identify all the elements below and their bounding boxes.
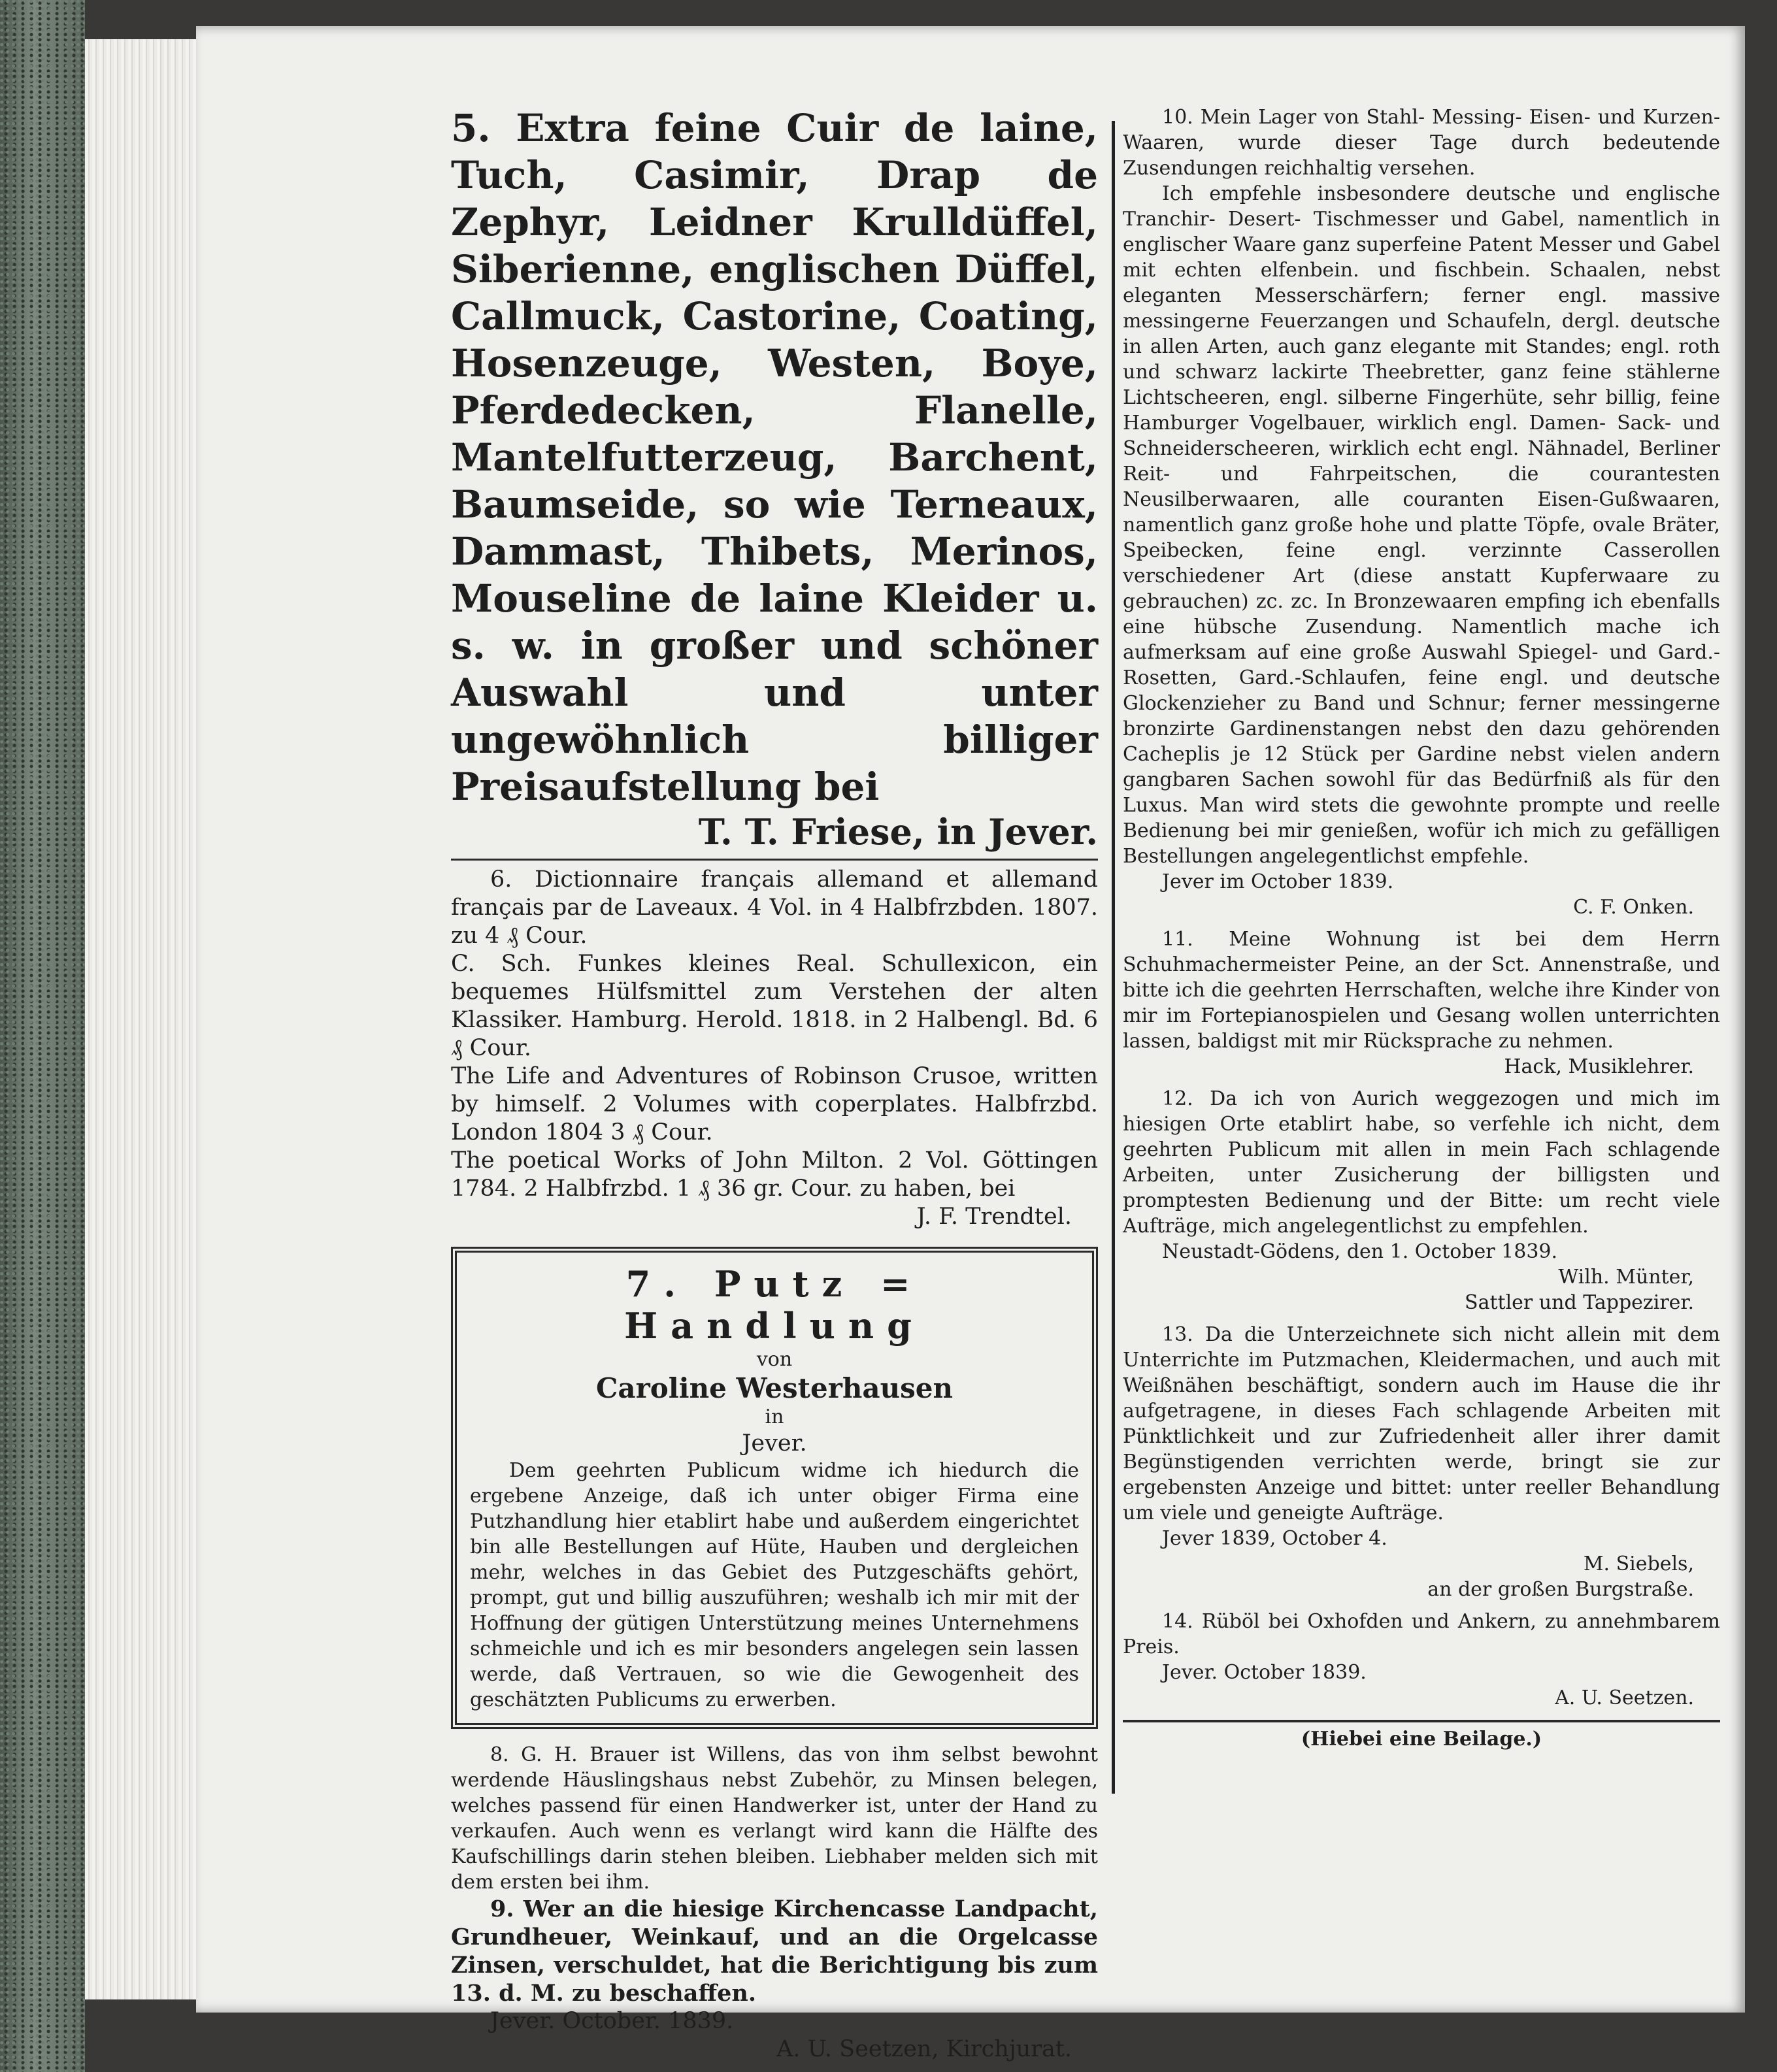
ad-13-date: Jever 1839, October 4.: [1162, 1527, 1387, 1550]
ad-12-signature-2: Sattler und Tappezirer.: [1465, 1291, 1694, 1314]
footer-note: (Hiebei eine Beilage.): [1301, 1728, 1542, 1751]
ad-5-text: 5. Extra feine Cuir de laine, Tuch, Casimir, Drap de Zephyr, Leidner Krulldüffel, Siberienne, englischen Düffel, Callmuck, Castorine, Coating, Hosenzeuge, Westen, Boye, Pferdedecken, Flanelle, Mantelfutterzeug, Barchent, Baumseide, so wie Terneaux, Dammast, Thibets, Merinos, Mouseline de laine Kleider u. s. w. in großer und schöner Auswahl und unter ungewöhnlich billiger Preisaufstellung bei: [451, 106, 1098, 809]
ad-13-signature-2: an der großen Burgstraße.: [1427, 1578, 1694, 1601]
ad-10-p2: Ich empfehle insbesondere deutsche und englische Tranchir- Desert- Tischmesser und Gabel, namentlich in englischer Waare ganz superfeine Patent Messer und Gabel mit echten elfenbein. und fischbein. Schaalen, nebst eleganten Messerschärfern; ferner engl. massive messingerne Feuerzangen und Schaufeln, dergl. deutsche in allen Arten, auch ganz elegante mit Standes; engl. roth und schwarz lackirte Theebretter, ganz feine stählerne Lichtscheeren, engl. silberne Fingerhüte, sehr billig, feine Hamburger Vogelbauer, wirklich engl. Damen- Sack- und Schneiderscheeren, wirklich echt engl. Nähnadel, Berliner Reit- und Fahrpeitschen, die courantesten Neusilberwaaren, alle couranten Eisen-Gußwaaren, namentlich ganz große hohe und platte Töpfe, ovale Bräter, Speibecken, feine engl. verzinnte Casserollen verschiedener Art (diese anstatt Kupferwaare zu gebrauchen) zc. zc. In Bronzewaaren empfing ich ebenfalls eine hübsche Zusendung. Namentlich mache ich aufmerksam auf eine große Auswahl Spiegel- und Gard.-Rosetten, Gard.-Schlaufen, feine engl. und deutsche Glockenzieher zu Band und Schnur; ferner messingerne bronzirte Gardinenstangen nebst den dazu gehörenden Cacheplis je 12 Stück per Gardine nebst vielen andern gangbaren Sachen sowohl für das Bedürfniß als für den Luxus. Man wird stets die gewohnte prompte und reelle Bedienung bei mir genießen, wofür ich mich zu gefälligen Bestellungen angelegentlichst empfehle.: [1123, 182, 1720, 868]
ad-6-line-2: C. Sch. Funkes kleines Real. Schullexicon, ein bequemes Hülfsmittel zum Verstehen der alten Klassiker. Hamburg. Herold. 1818. in 2 Halbengl. Bd. 6 ₰ Cour.: [451, 951, 1098, 1061]
rule: [451, 859, 1098, 861]
ad-9-text: 9. Wer an die hiesige Kirchencasse Landpacht, Grundheuer, Weinkauf, und an die Orgelcasse Zinsen, verschuldet, hat die Berichtigung bis zum 13. d. M. zu beschaffen.: [451, 1896, 1098, 2007]
ad-14-text: 14. Rüböl bei Oxhofden und Ankern, zu annehmbarem Preis.: [1123, 1610, 1720, 1658]
ad-9-date: Jever. October. 1839.: [490, 2008, 734, 2034]
ad-6-signature: J. F. Trendtel.: [916, 1204, 1072, 1230]
left-column: [451, 105, 1098, 2064]
ad-12-date: Neustadt-Gödens, den 1. October 1839.: [1162, 1240, 1558, 1263]
right-column: [1123, 105, 1720, 1752]
ad-14-date: Jever. October 1839.: [1162, 1661, 1367, 1684]
ad-13-text: 13. Da die Unterzeichnete sich nicht allein mit dem Unterrichte im Putzmachen, Kleidermachen, und auch mit Weißnähen beschäftigt, sondern auch im Hause die ihr aufgetragene, in dieses Fach schlagende Arbeiten mit Pünktlichkeit und zur Zufriedenheit aller ihrer damit Begünstigenden verrichten werde, bringt sie zur ergebensten Anzeige und bittet: unter reeller Behandlung um viele und geneigte Aufträge.: [1123, 1323, 1720, 1524]
ad-7-von: von: [756, 1348, 793, 1371]
ad-7-in: in: [765, 1406, 784, 1428]
ad-12-text: 12. Da ich von Aurich weggezogen und mich im hiesigen Orte etablirt habe, so verfehle ich nicht, dem geehrten Publicum mit allen in mein Fach schlagende Arbeiten, unter Zusicherung der billigsten und promptesten Bedienung und der Bitte: um recht viele Aufträge, mich angelegentlichst zu empfehlen.: [1123, 1087, 1720, 1238]
ad-11-text: 11. Meine Wohnung ist bei dem Herrn Schuhmachermeister Peine, an der Sct. Annenstraße, und bitte ich die geehrten Herrschaften, welche ihre Kinder von mir im Fortepianospielen und Gesang wollen unterrichten lassen, baldigst mit mir Rücksprache zu nehmen.: [1123, 928, 1720, 1053]
ad-11-signature: Hack, Musiklehrer.: [1504, 1055, 1694, 1078]
ad-9-signature: A. U. Seetzen, Kirchjurat.: [776, 2036, 1072, 2062]
ad-10-date: Jever im October 1839.: [1162, 870, 1394, 893]
ad-13-signature-1: M. Siebels,: [1583, 1553, 1694, 1575]
ad-12-signature-1: Wilh. Münter,: [1558, 1266, 1694, 1289]
ad-5-signature: T. T. Friese, in Jever.: [698, 811, 1098, 853]
book-binding: [0, 0, 85, 2072]
ad-7-name: Caroline Westerhausen: [595, 1372, 954, 1404]
ad-6-line-1: 6. Dictionnaire français allemand et allemand français par de Laveaux. 4 Vol. in 4 Halbfrzbden. 1807. zu 4 ₰ Cour.: [451, 866, 1098, 949]
ad-7-box: [451, 1247, 1098, 1729]
ad-8-text: 8. G. H. Brauer ist Willens, das von ihm selbst bewohnt werdende Häuslingshaus nebst Zubehör, zu Minsen belegen, welches passend für einen Handwerker ist, unter der Hand zu verkaufen. Auch wenn es verlangt wird kann die Hälfte des Kaufschillings darin stehen bleiben. Liebhaber melden sich mit dem ersten bei ihm.: [451, 1743, 1098, 1894]
bottom-rule: [1123, 1720, 1720, 1722]
ad-10-p1: 10. Mein Lager von Stahl- Messing- Eisen- und Kurzen-Waaren, wurde dieser Tage durch bedeutende Zusendungen reichhaltig versehen.: [1123, 106, 1720, 180]
ad-10-signature: C. F. Onken.: [1573, 896, 1694, 919]
ad-7-body: Dem geehrten Publicum widme ich hiedurch die ergebene Anzeige, daß ich unter obiger Firma eine Putzhandlung hier etablirt habe und außerdem eingerichtet bin alle Bestellungen auf Hüte, Hauben und dergleichen mehr, welches in das Gebiet des Putzgeschäfts gehört, prompt, gut und billig auszuführen; weshalb ich mir mit der Hoffnung der gütigen Unterstützung meines Unternehmens schmeichle und ich es mir besonders angelegen sein lassen werde, daß Vertrauen, so wie die Gewogenheit des geschätzten Publicums zu erwerben.: [470, 1459, 1079, 1711]
ad-6-line-4: The poetical Works of John Milton. 2 Vol. Göttingen 1784. 2 Halbfrzbd. 1 ₰ 36 gr. Cour. zu haben, bei: [451, 1147, 1098, 1202]
ad-7-place: Jever.: [742, 1430, 807, 1456]
ad-6-line-3: The Life and Adventures of Robinson Crusoe, written by himself. 2 Volumes with coperplates. Halbfrzbd. London 1804 3 ₰ Cour.: [451, 1063, 1098, 1145]
ad-7-title: 7. Putz = Handlung: [624, 1263, 925, 1347]
ad-14-signature: A. U. Seetzen.: [1555, 1686, 1694, 1709]
column-divider: [1112, 121, 1115, 1794]
